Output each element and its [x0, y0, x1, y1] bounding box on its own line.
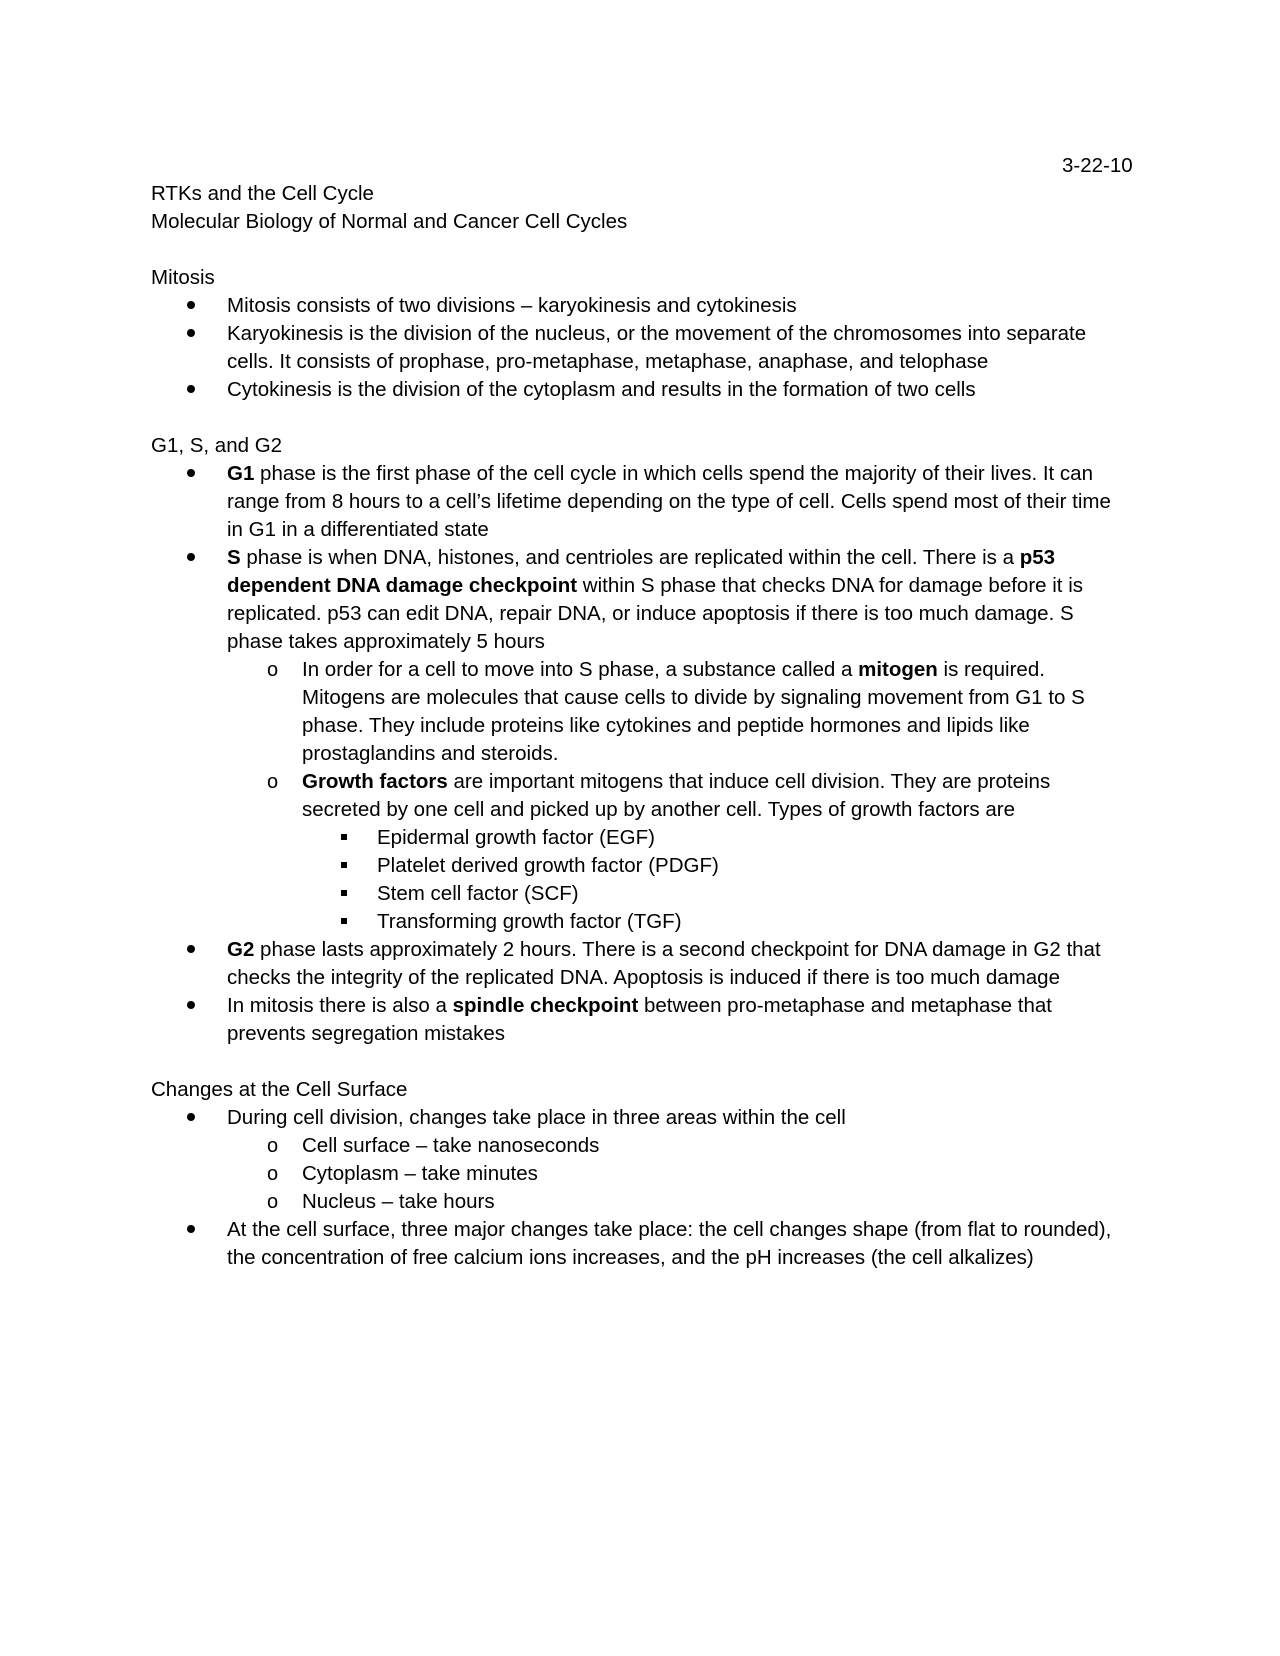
- circle-bullet-icon: o: [267, 1191, 279, 1213]
- circle-bullet-icon: o: [267, 659, 279, 681]
- list-item-growth-factor: Platelet derived growth factor (PDGF): [151, 852, 1131, 880]
- bullet-icon: [187, 1001, 195, 1009]
- list-item-growth-factor: Stem cell factor (SCF): [151, 880, 1131, 908]
- list-item-growth-factor: Epidermal growth factor (EGF): [151, 824, 1131, 852]
- bullet-icon: [187, 1113, 195, 1121]
- list-item: Karyokinesis is the division of the nucleus, or the movement of the chromosomes into separate cells. It consists of prophase, pro-metaphase, metaphase, anaphase, and telophase: [151, 320, 1131, 376]
- square-bullet-icon: [341, 862, 347, 868]
- bullet-icon: [187, 329, 195, 337]
- list-item-mitogen: o In order for a cell to move into S phase, a substance called a mitogen is required. Mitogens are molecules that cause cells to divide by signaling movement from G1 to S phase. They include proteins like cytokines and peptide hormones and lipids like prostaglandins and steroids.: [267, 658, 1085, 765]
- section-heading-cell-surface: Changes at the Cell Surface: [151, 1078, 408, 1101]
- bullet-icon: [187, 301, 195, 309]
- list-item-spindle: In mitosis there is also a spindle checkpoint between pro-metaphase and metaphase that prevents segregation mistakes: [151, 992, 1131, 1048]
- list-item: During cell division, changes take place in three areas within the cell: [151, 1104, 1131, 1132]
- list-item-area: o Cell surface – take nanoseconds: [151, 1132, 1131, 1160]
- phases-list: [151, 460, 1131, 1048]
- bullet-icon: [187, 469, 195, 477]
- list-item-area: o Cytoplasm – take minutes: [151, 1160, 1131, 1188]
- bullet-icon: [187, 553, 195, 561]
- document-body: [151, 180, 1131, 1272]
- bullet-icon: [187, 945, 195, 953]
- document-subtitle: Molecular Biology of Normal and Cancer Cell Cycles: [151, 210, 628, 233]
- list-item-area: o Nucleus – take hours: [151, 1188, 1131, 1216]
- list-item-g2: G2 phase lasts approximately 2 hours. There is a second checkpoint for DNA damage in G2 that checks the integrity of the replicated DNA. Apoptosis is induced if there is too much damage: [151, 936, 1131, 992]
- list-item: At the cell surface, three major changes take place: the cell changes shape (from flat to rounded), the concentration of free calcium ions increases, and the pH increases (the cell alkalizes): [151, 1216, 1131, 1272]
- square-bullet-icon: [341, 890, 347, 896]
- square-bullet-icon: [341, 918, 347, 924]
- list-item: Cytokinesis is the division of the cytoplasm and results in the formation of two cells: [151, 376, 1131, 404]
- list-item-s: S phase is when DNA, histones, and centrioles are replicated within the cell. There is a p53 dependent DNA damage checkpoint within S phase that checks DNA for damage before it is replicated. p53 can edit DNA, repair DNA, or induce apoptosis if there is too much damage. S phase takes approximately 5 hours: [151, 544, 1131, 656]
- square-bullet-icon: [341, 834, 347, 840]
- mitosis-list: [151, 292, 1131, 404]
- document-title: RTKs and the Cell Cycle: [151, 182, 374, 205]
- bullet-icon: [187, 1225, 195, 1233]
- circle-bullet-icon: o: [267, 1163, 279, 1185]
- list-item-growth-factors: o Growth factors are important mitogens that induce cell division. They are proteins secreted by one cell and picked up by another cell. Types of growth factors are: [267, 770, 1051, 821]
- document-date: 3-22-10: [1062, 154, 1133, 177]
- circle-bullet-icon: o: [267, 771, 279, 793]
- circle-bullet-icon: o: [267, 1135, 279, 1157]
- list-item: Mitosis consists of two divisions – karyokinesis and cytokinesis: [151, 292, 1131, 320]
- section-heading-mitosis: Mitosis: [151, 266, 215, 289]
- list-item-growth-factor: Transforming growth factor (TGF): [151, 908, 1131, 936]
- list-item-g1: G1 phase is the first phase of the cell cycle in which cells spend the majority of their lives. It can range from 8 hours to a cell’s lifetime depending on the type of cell. Cells spend most of their time in G1 in a differentiated state: [151, 460, 1131, 544]
- bullet-icon: [187, 385, 195, 393]
- surface-list: [151, 1104, 1131, 1272]
- section-heading-g1-s-g2: G1, S, and G2: [151, 434, 283, 457]
